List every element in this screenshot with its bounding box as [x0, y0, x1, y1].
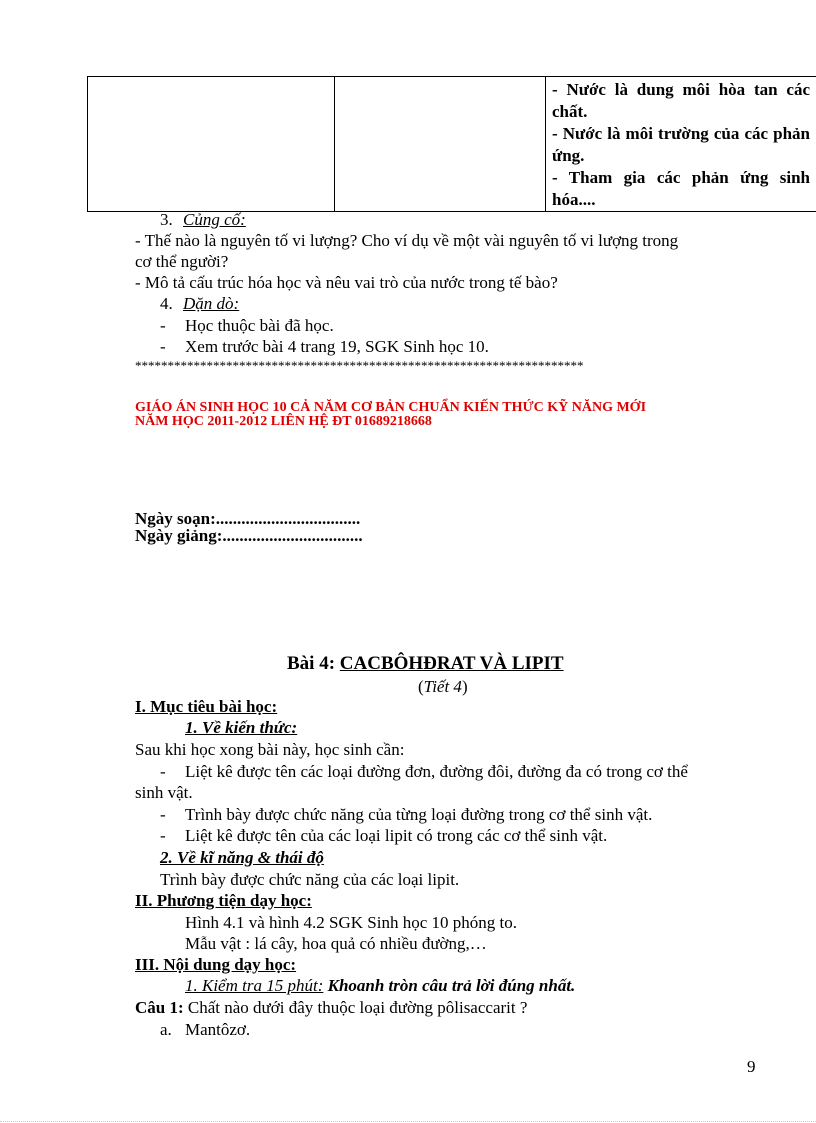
table-cell-empty-2 — [335, 77, 546, 212]
question-1 — [135, 998, 527, 1018]
lesson-prefix: Bài 4: — [287, 653, 340, 674]
consolidate-question-1: - Thế nào là nguyên tố vi lượng? Cho ví dụ về một vài nguyên tố vi lượng trong — [135, 231, 679, 250]
knowledge-item-1: - Liệt kê được tên các loại đường đơn, đường đôi, đường đa có trong cơ thể — [160, 762, 688, 781]
table-row — [88, 77, 816, 212]
homework-heading-text: Dặn dò: — [183, 294, 240, 313]
star-divider: ********************************************************************* — [135, 358, 584, 373]
page-number: 9 — [747, 1057, 756, 1076]
lesson-name: CACBÔHĐRAT VÀ LIPIT — [339, 653, 564, 674]
skills-text: Trình bày được chức năng của các loại lipit. — [160, 870, 460, 889]
consolidate-question-1-cont: cơ thể người? — [135, 252, 229, 271]
homework-item-1: - Học thuộc bài đã học. — [160, 316, 334, 335]
test-line — [185, 976, 575, 996]
knowledge-item-3: - Liệt kê được tên của các loại lipit có trong các cơ thể sinh vật. — [160, 826, 608, 845]
continued-table — [87, 76, 816, 212]
knowledge-item-1-cont: sinh vật. — [135, 783, 193, 802]
material-2: Mẫu vật : lá cây, hoa quả có nhiều đường,… — [185, 934, 487, 953]
promo-line-2: NĂM HỌC 2011-2012 LIÊN HỆ ĐT 01689218668 — [135, 414, 432, 429]
objectives-intro: Sau khi học xong bài này, học sinh cần: — [135, 740, 405, 759]
table-cell-water-roles — [546, 77, 816, 212]
knowledge-item-2: - Trình bày được chức năng của từng loại đường trong cơ thể sinh vật. — [160, 805, 653, 824]
teach-date: Ngày giảng:................................. — [135, 526, 363, 545]
skills-heading: 2. Về kĩ năng & thái độ — [160, 848, 324, 867]
test-label: 1. Kiểm tra 15 phút: — [185, 976, 324, 995]
consolidate-heading — [160, 210, 246, 230]
test-instruction: Khoanh tròn câu trả lời đúng nhất. — [323, 976, 576, 995]
homework-heading — [160, 294, 239, 314]
knowledge-heading: 1. Về kiến thức: — [185, 718, 298, 737]
promo-line-1: GIÁO ÁN SINH HỌC 10 CẢ NĂM CƠ BẢN CHUẨN KIẾN THỨC KỸ NĂNG MỚI — [135, 400, 647, 415]
prep-date: Ngày soạn:.................................. — [135, 509, 361, 528]
homework-heading-num: 4. — [160, 294, 173, 313]
material-1: Hình 4.1 và hình 4.2 SGK Sinh học 10 phóng to. — [185, 913, 517, 932]
homework-item-2: - Xem trước bài 4 trang 19, SGK Sinh học 10. — [160, 337, 489, 356]
objectives-heading: I. Mục tiêu bài học: — [135, 697, 278, 716]
content-heading: III. Nội dung dạy học: — [135, 955, 297, 974]
consolidate-question-2: - Mô tả cấu trúc hóa học và nêu vai trò của nước trong tế bào? — [135, 273, 558, 292]
page-bottom-divider — [0, 1121, 816, 1122]
option-a-label: a. — [160, 1020, 172, 1039]
question-1-label: Câu 1: — [135, 998, 184, 1017]
water-role-1: - Nước là dung môi hòa tan các chất. — [552, 80, 810, 121]
lesson-period: (Tiết 4) — [418, 677, 468, 696]
water-role-3: - Tham gia các phản ứng sinh hóa.... — [552, 168, 810, 209]
materials-heading: II. Phương tiện dạy học: — [135, 891, 312, 910]
table-cell-empty-1 — [88, 77, 335, 212]
option-a — [160, 1020, 251, 1040]
question-1-text: Chất nào dưới đây thuộc loại đường pôlisaccarit ? — [183, 998, 528, 1017]
water-role-2: - Nước là môi trường của các phản ứng. — [552, 124, 810, 165]
lesson-title — [287, 652, 564, 676]
consolidate-heading-text: Củng cố: — [183, 210, 246, 229]
option-a-text: Mantôzơ. — [185, 1020, 251, 1039]
consolidate-heading-num: 3. — [160, 210, 173, 229]
